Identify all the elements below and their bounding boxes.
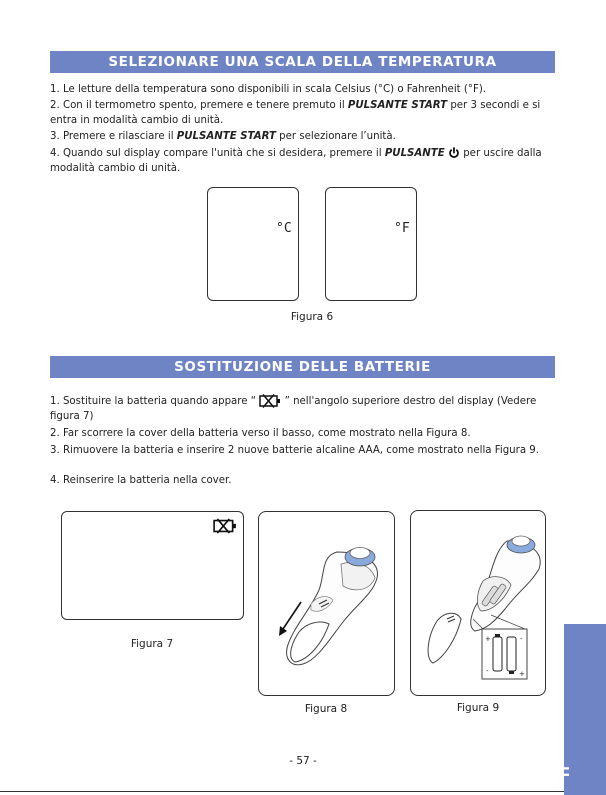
figure-9-panel [410,510,546,696]
fahrenheit-unit: °F [394,221,410,236]
battery-step-1 [50,394,555,424]
section-title-text: SELEZIONARE UNA SCALA DELLA TEMPERATURA [108,54,497,70]
battery-step-3 [50,444,555,459]
figure-9-caption: Figura 9 [456,702,500,714]
battery-step-2 [50,427,555,442]
battery-insertion-illustration [411,511,545,695]
power-button-label: PULSANTE [384,148,445,159]
instruction-4 [50,147,555,176]
battery-step-1-pre: 1. Sostituire la batteria quando appare “ [50,396,257,407]
bottom-divider [0,791,564,792]
display-low-battery [61,511,244,620]
celsius-unit: °C [276,221,292,236]
battery-step-2-text: 2. Far scorrere la cover della batteria verso il basso, come mostrato nella Figura 8. [50,428,471,439]
battery-step-4 [50,474,555,489]
battery-step-3-text: 3. Rimuovere la batteria e inserire 2 nuove batterie alcaline AAA, come mostrato nella Figura 9. [50,445,540,456]
minus-sign-top-right: - [520,635,523,643]
section-title-temperature-scale [50,51,555,73]
low-battery-icon [213,518,237,534]
battery-step-4-text: 4. Reinserire la batteria nella cover. [50,475,232,486]
display-fahrenheit [325,187,417,301]
figure-6-caption: Figura 6 [290,311,334,323]
instruction-3 [50,130,555,145]
instruction-2 [50,99,555,128]
section-title-text: SOSTITUZIONE DELLE BATTERIE [174,359,431,375]
page-number: - 57 - [289,755,317,767]
battery-step-1-post: ” nell'angolo superiore destro del display (Vedere figura 7) [50,396,537,422]
power-icon [448,147,460,159]
section-title-battery-replacement [50,356,555,378]
low-battery-icon [259,394,281,408]
instruction-1-text: 1. Le letture della temperatura sono disponibili in scala Celsius (°C) o Fahrenheit (°F). [50,84,487,95]
display-celsius [207,187,299,301]
instruction-2-pre: 2. Con il termometro spento, premere e tenere premuto il [50,100,348,111]
instruction-1 [50,83,555,98]
language-tab-label: IT [558,764,572,777]
start-button-label: PULSANTE START [176,131,276,142]
figure-8-caption: Figura 8 [304,703,348,715]
minus-sign-bottom-left: - [486,667,489,675]
instruction-3-post: per selezionare l’unità. [275,131,396,142]
plus-sign-top-left: + [485,635,491,643]
start-button-label: PULSANTE START [347,100,448,111]
thermometer-cover-sliding-illustration [259,512,394,695]
plus-sign-bottom-right: + [519,670,525,678]
instruction-4-post: per uscire dalla modalità cambio di unità. [50,148,542,174]
instruction-2-post: per 3 secondi e si entra in modalità cambio di unità. [50,100,541,126]
instruction-3-pre: 3. Premere e rilasciare il [50,131,177,142]
figure-8-panel [258,511,395,696]
instruction-4-pre: 4. Quando sul display compare l'unità che si desidera, premere il [50,148,385,159]
language-tab [558,624,606,795]
figure-7-caption: Figura 7 [130,638,174,650]
